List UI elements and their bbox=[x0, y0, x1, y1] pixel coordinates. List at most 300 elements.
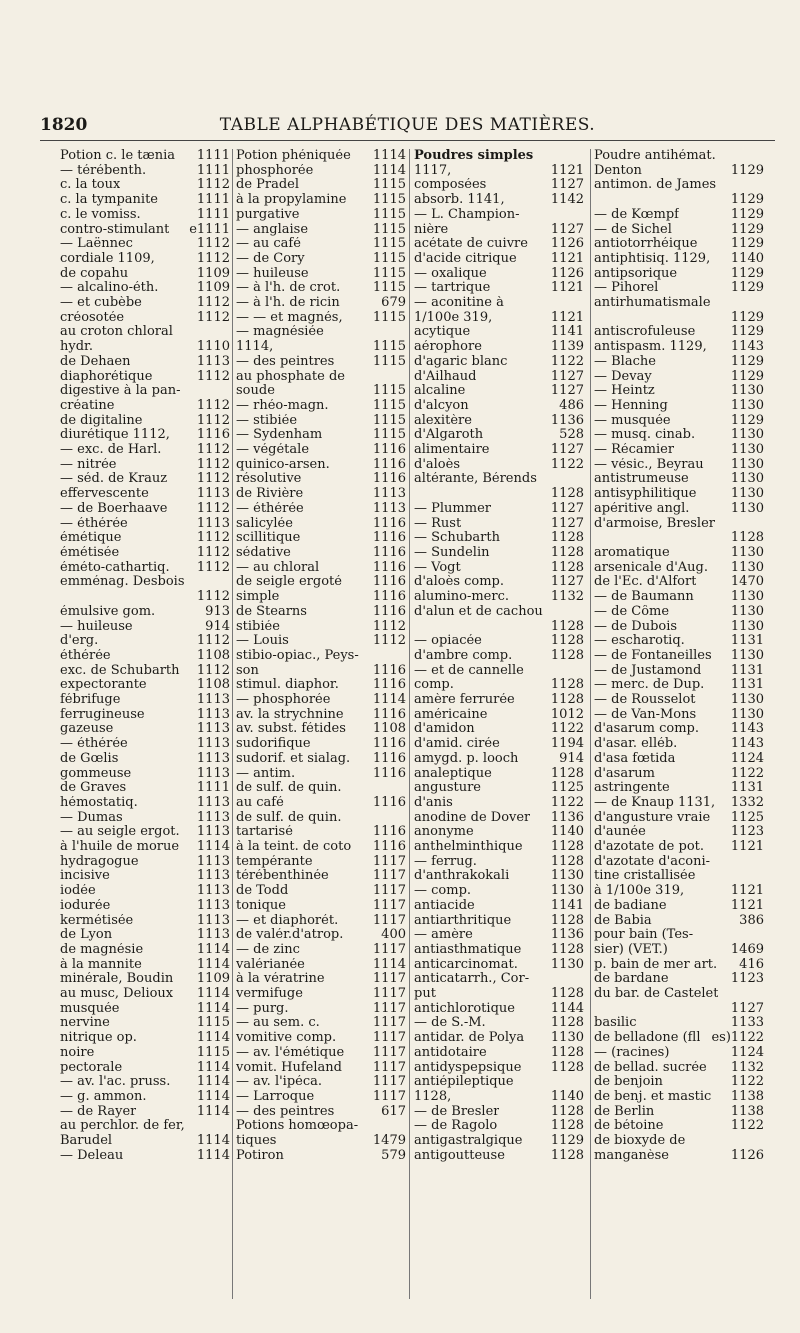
index-entry bbox=[414, 355, 584, 370]
index-entry bbox=[60, 296, 230, 311]
index-entry bbox=[60, 443, 230, 458]
index-entry bbox=[236, 149, 406, 164]
entry-term: — (racines) bbox=[594, 1045, 670, 1060]
index-entry bbox=[414, 884, 584, 899]
entry-page-ref: 1115 bbox=[372, 397, 406, 413]
index-entry bbox=[236, 443, 406, 458]
index-entry bbox=[60, 869, 230, 884]
entry-page-ref: 1113 bbox=[196, 721, 230, 737]
entry-term: — nitrée bbox=[60, 457, 117, 472]
index-entry bbox=[594, 487, 764, 502]
entry-page-ref: 1128 bbox=[550, 618, 584, 634]
index-entry bbox=[594, 149, 764, 164]
entry-term: — Blache bbox=[594, 354, 656, 369]
entry-page-ref bbox=[403, 649, 406, 664]
entry-page-ref: 1116 bbox=[372, 677, 406, 693]
entry-page-ref: 1117 bbox=[372, 1059, 406, 1075]
index-entry bbox=[414, 781, 584, 796]
entry-page-ref: 1113 bbox=[196, 897, 230, 913]
entry-page-ref bbox=[761, 1134, 764, 1149]
entry-term: au musc, Delioux bbox=[60, 987, 174, 1002]
entry-page-ref: 1130 bbox=[550, 956, 584, 972]
index-entry bbox=[236, 958, 406, 973]
entry-page-ref: 1113 bbox=[196, 706, 230, 722]
index-entry bbox=[594, 223, 764, 238]
index-entry bbox=[60, 767, 230, 782]
entry-page-ref: 1128 bbox=[550, 912, 584, 928]
entry-page-ref: 1129 bbox=[730, 280, 764, 296]
entry-term: antiarthritique bbox=[414, 913, 512, 928]
index-entry bbox=[60, 311, 230, 326]
entry-term: digestive à la pan- bbox=[60, 384, 181, 399]
entry-term: p. bain de mer art. bbox=[594, 957, 718, 972]
entry-term: antichlorotique bbox=[414, 1001, 515, 1016]
entry-page-ref: 1121 bbox=[550, 280, 584, 296]
entry-page-ref: 1113 bbox=[372, 500, 406, 516]
index-entry bbox=[414, 840, 584, 855]
entry-term: — antim. bbox=[236, 766, 296, 781]
entry-term: musquée bbox=[60, 1001, 120, 1016]
entry-page-ref: 1130 bbox=[730, 442, 764, 458]
entry-term: — musquée bbox=[594, 413, 671, 428]
entry-term: — Louis bbox=[236, 634, 289, 649]
entry-term: antiphtisiq. 1129, bbox=[594, 251, 711, 266]
index-entry bbox=[594, 384, 764, 399]
index-entry bbox=[594, 340, 764, 355]
entry-term: contro-stimulant bbox=[60, 222, 170, 237]
entry-page-ref: 1112 bbox=[196, 442, 230, 458]
entry-page-ref: 1114 bbox=[372, 148, 406, 163]
entry-page-ref: 1121 bbox=[550, 162, 584, 178]
index-entry bbox=[414, 1149, 584, 1164]
entry-page-ref: 1130 bbox=[730, 692, 764, 708]
index-entry bbox=[236, 884, 406, 899]
index-entry bbox=[236, 1119, 406, 1134]
entry-term: Potions homœopa- bbox=[236, 1119, 359, 1134]
entry-term: au phosphate de bbox=[236, 369, 345, 384]
entry-term: pectorale bbox=[60, 1060, 123, 1075]
entry-term: d'Ailhaud bbox=[414, 369, 477, 384]
entry-page-ref: 1130 bbox=[550, 868, 584, 884]
entry-page-ref: 679 bbox=[381, 295, 406, 311]
entry-term: comp. bbox=[414, 678, 454, 693]
index-entry bbox=[594, 1149, 764, 1164]
index-entry bbox=[236, 458, 406, 473]
entry-term: — au chloral bbox=[236, 560, 320, 575]
entry-term: — à l'h. de crot. bbox=[236, 281, 341, 296]
entry-page-ref: 1113 bbox=[196, 765, 230, 781]
entry-term: scillitique bbox=[236, 531, 301, 546]
entry-page-ref: 1130 bbox=[550, 883, 584, 899]
entry-page-ref bbox=[227, 1119, 230, 1134]
index-entry bbox=[594, 1002, 764, 1017]
index-entry bbox=[594, 237, 764, 252]
entry-term: minérale, Boudin bbox=[60, 972, 174, 987]
entry-term: salicylée bbox=[236, 516, 293, 531]
index-entry bbox=[594, 296, 764, 311]
entry-page-ref: 617 bbox=[381, 1103, 406, 1119]
entry-page-ref: 1131 bbox=[730, 633, 764, 649]
index-entry bbox=[594, 575, 764, 590]
index-entry bbox=[60, 208, 230, 223]
entry-term: d'aunée bbox=[594, 825, 646, 840]
entry-term: émétique bbox=[60, 531, 122, 546]
index-entry bbox=[236, 1075, 406, 1090]
index-entry bbox=[236, 1002, 406, 1017]
entry-term: d'ambre comp. bbox=[414, 648, 513, 663]
index-entry bbox=[60, 781, 230, 796]
entry-term: soude bbox=[236, 384, 275, 399]
index-entry bbox=[60, 458, 230, 473]
entry-term: — de Justamond bbox=[594, 663, 702, 678]
entry-page-ref: es)1122 bbox=[711, 1030, 764, 1046]
index-entry bbox=[414, 899, 584, 914]
entry-term: de l'Ec. d'Alfort bbox=[594, 575, 697, 590]
entry-page-ref: 1112 bbox=[196, 309, 230, 325]
entry-term: d'anis bbox=[414, 795, 453, 810]
entry-term: noire bbox=[60, 1045, 95, 1060]
index-entry bbox=[60, 325, 230, 340]
entry-term: d'asa fœtida bbox=[594, 751, 676, 766]
entry-term: — de Ragolo bbox=[414, 1119, 498, 1134]
index-entry bbox=[60, 267, 230, 282]
index-entry bbox=[236, 370, 406, 385]
index-entry bbox=[236, 575, 406, 590]
entry-page-ref: 1122 bbox=[730, 1118, 764, 1134]
entry-term: diaphorétique bbox=[60, 369, 153, 384]
entry-term: — de Côme bbox=[594, 604, 670, 619]
running-title: TABLE ALPHABÉTIQUE DES MATIÈRES. bbox=[219, 115, 596, 135]
entry-term: — de Fontaneilles bbox=[594, 648, 712, 663]
entry-page-ref: 1112 bbox=[196, 500, 230, 516]
index-entry bbox=[60, 928, 230, 943]
entry-page-ref: 1129 bbox=[730, 162, 764, 178]
entry-page-ref: 1140 bbox=[550, 1089, 584, 1104]
entry-page-ref bbox=[761, 855, 764, 870]
index-entry bbox=[60, 1105, 230, 1120]
entry-page-ref bbox=[581, 472, 584, 487]
index-entry bbox=[594, 752, 764, 767]
entry-page-ref: 1113 bbox=[196, 794, 230, 810]
entry-page-ref: 1131 bbox=[730, 780, 764, 796]
entry-page-ref: 1116 bbox=[372, 589, 406, 605]
index-entry bbox=[60, 1149, 230, 1164]
index-entry bbox=[414, 722, 584, 737]
entry-page-ref: 1114 bbox=[196, 941, 230, 957]
index-entry bbox=[594, 164, 764, 179]
entry-term: hydragogue bbox=[60, 854, 139, 869]
entry-term: de benjoin bbox=[594, 1075, 663, 1090]
index-entry bbox=[60, 811, 230, 826]
entry-page-ref bbox=[403, 811, 406, 826]
entry-page-ref: 1479 bbox=[372, 1133, 406, 1149]
entry-page-ref: 1127 bbox=[730, 1000, 764, 1016]
entry-page-ref: 1117 bbox=[372, 853, 406, 869]
index-entry bbox=[414, 796, 584, 811]
entry-page-ref: 1143 bbox=[730, 721, 764, 737]
entry-page-ref: 1116 bbox=[372, 544, 406, 560]
index-entry bbox=[594, 546, 764, 561]
index-entry bbox=[236, 869, 406, 884]
index-entry bbox=[414, 311, 584, 326]
entry-page-ref: 1117 bbox=[372, 941, 406, 957]
entry-page-ref: 1114 bbox=[196, 1133, 230, 1149]
entry-page-ref: 1143 bbox=[730, 339, 764, 355]
entry-page-ref: 486 bbox=[559, 397, 584, 413]
entry-page-ref: 1116 bbox=[372, 706, 406, 722]
entry-term: — Sundelin bbox=[414, 545, 490, 560]
index-entry bbox=[236, 164, 406, 179]
index-entry bbox=[594, 355, 764, 370]
entry-term: — de Dubois bbox=[594, 619, 678, 634]
index-entry bbox=[60, 355, 230, 370]
entry-page-ref: 1129 bbox=[730, 192, 764, 208]
index-entry bbox=[414, 737, 584, 752]
index-entry bbox=[594, 840, 764, 855]
entry-term: hydr. bbox=[60, 340, 93, 355]
entry-page-ref: 1130 bbox=[730, 706, 764, 722]
index-entry bbox=[414, 605, 584, 620]
entry-term: acytique bbox=[414, 325, 471, 340]
index-columns bbox=[60, 149, 790, 1299]
entry-term: anticarcinomat. bbox=[414, 957, 518, 972]
entry-term: d'aloès bbox=[414, 457, 460, 472]
entry-term: — opiacée bbox=[414, 634, 482, 649]
entry-term: incisive bbox=[60, 869, 110, 884]
index-entry bbox=[414, 1105, 584, 1120]
entry-page-ref: 1112 bbox=[196, 368, 230, 384]
entry-term: sudorifique bbox=[236, 737, 311, 752]
index-entry bbox=[414, 1031, 584, 1046]
entry-term: — Heintz bbox=[594, 384, 655, 399]
entry-page-ref: 1112 bbox=[196, 633, 230, 649]
index-entry bbox=[594, 884, 764, 899]
entry-page-ref: 1144 bbox=[550, 1000, 584, 1016]
entry-term: — séd. de Krauz bbox=[60, 472, 168, 487]
entry-page-ref: 1129 bbox=[730, 353, 764, 369]
entry-term: sier) (VÉT.) bbox=[594, 942, 668, 957]
entry-page-ref bbox=[761, 987, 764, 1002]
entry-page-ref: 1142 bbox=[550, 192, 584, 208]
index-entry bbox=[60, 634, 230, 649]
index-entry bbox=[594, 1075, 764, 1090]
entry-page-ref: 1117 bbox=[372, 986, 406, 1002]
index-entry bbox=[594, 987, 764, 1002]
index-entry bbox=[594, 281, 764, 296]
index-entry bbox=[414, 443, 584, 458]
entry-term: angusture bbox=[414, 781, 481, 796]
entry-term: tempérante bbox=[236, 854, 313, 869]
index-entry bbox=[60, 605, 230, 620]
entry-page-ref: 1116 bbox=[372, 603, 406, 619]
entry-page-ref: 1114 bbox=[372, 692, 406, 708]
index-entry bbox=[236, 399, 406, 414]
entry-page-ref: 1012 bbox=[550, 706, 584, 722]
entry-term: gazeuse bbox=[60, 722, 114, 737]
entry-term: amygd. p. looch bbox=[414, 751, 519, 766]
index-entry bbox=[60, 164, 230, 179]
entry-term: — des peintres bbox=[236, 1104, 335, 1119]
index-entry bbox=[594, 811, 764, 826]
entry-page-ref: 1112 bbox=[196, 177, 230, 193]
index-entry bbox=[236, 414, 406, 429]
index-entry bbox=[594, 1016, 764, 1031]
entry-page-ref: 1130 bbox=[730, 383, 764, 399]
entry-page-ref: 1113 bbox=[196, 515, 230, 531]
entry-page-ref: 1121 bbox=[730, 839, 764, 855]
entry-term: — escharotiq. bbox=[594, 634, 685, 649]
index-entry bbox=[414, 531, 584, 546]
entry-term: antipsorique bbox=[594, 266, 678, 281]
index-entry bbox=[414, 1061, 584, 1076]
entry-page-ref bbox=[403, 781, 406, 796]
entry-page-ref: 1114 bbox=[196, 1147, 230, 1163]
entry-term: de digitaline bbox=[60, 413, 143, 428]
index-entry bbox=[60, 884, 230, 899]
entry-page-ref: 1117 bbox=[372, 883, 406, 899]
entry-term: c. le vomiss. bbox=[60, 207, 141, 222]
index-entry bbox=[594, 678, 764, 693]
entry-term: anodine de Dover bbox=[414, 810, 531, 825]
entry-page-ref: 528 bbox=[559, 427, 584, 443]
entry-page-ref: 1129 bbox=[730, 236, 764, 252]
entry-page-ref: 1117 bbox=[372, 1000, 406, 1016]
entry-term: anthelminthique bbox=[414, 840, 523, 855]
entry-page-ref: 1132 bbox=[550, 589, 584, 605]
entry-page-ref: 1130 bbox=[730, 618, 764, 634]
index-entry bbox=[594, 620, 764, 635]
entry-term: antidotaire bbox=[414, 1045, 487, 1060]
entry-term: d'asarum comp. bbox=[594, 722, 700, 737]
index-entry bbox=[414, 546, 584, 561]
index-entry bbox=[60, 193, 230, 208]
index-entry bbox=[414, 296, 584, 311]
index-entry bbox=[60, 1075, 230, 1090]
entry-term: — de S.-M. bbox=[414, 1016, 486, 1031]
entry-page-ref: 1136 bbox=[550, 412, 584, 428]
entry-term: tonique bbox=[236, 898, 286, 913]
index-entry bbox=[414, 634, 584, 649]
entry-page-ref: 1127 bbox=[550, 515, 584, 531]
entry-page-ref: 1117 bbox=[372, 1089, 406, 1104]
index-entry bbox=[60, 502, 230, 517]
entry-page-ref: 1115 bbox=[372, 265, 406, 281]
entry-page-ref: 1112 bbox=[196, 589, 230, 605]
entry-page-ref: 1132 bbox=[730, 1059, 764, 1075]
entry-page-ref: 1130 bbox=[730, 603, 764, 619]
entry-term: emménag. Desbois bbox=[60, 575, 185, 590]
entry-term: éthérée bbox=[60, 648, 111, 663]
index-entry bbox=[236, 767, 406, 782]
entry-term: d'angusture vraie bbox=[594, 810, 711, 825]
entry-term: purgative bbox=[236, 207, 300, 222]
index-entry bbox=[60, 1119, 230, 1134]
entry-page-ref: 1128 bbox=[550, 765, 584, 781]
entry-page-ref: 1112 bbox=[372, 618, 406, 634]
entry-term: — au café bbox=[236, 237, 301, 252]
index-entry bbox=[60, 1090, 230, 1105]
entry-term: de Babia bbox=[594, 913, 652, 928]
entry-page-ref: 1115 bbox=[372, 177, 406, 193]
entry-term: kermétisée bbox=[60, 913, 134, 928]
index-entry bbox=[236, 693, 406, 708]
index-entry bbox=[594, 722, 764, 737]
entry-page-ref: 1116 bbox=[372, 530, 406, 546]
entry-page-ref: 1129 bbox=[730, 206, 764, 222]
entry-page-ref: 1112 bbox=[196, 559, 230, 575]
entry-term: d'azotate de pot. bbox=[594, 840, 704, 855]
index-entry bbox=[236, 1105, 406, 1120]
index-entry bbox=[236, 825, 406, 840]
index-entry bbox=[60, 899, 230, 914]
index-entry bbox=[594, 1061, 764, 1076]
entry-page-ref: 1130 bbox=[730, 456, 764, 472]
index-entry bbox=[236, 384, 406, 399]
entry-page-ref bbox=[581, 605, 584, 620]
entry-term: vermifuge bbox=[236, 987, 303, 1002]
entry-page-ref: 386 bbox=[739, 912, 764, 928]
entry-page-ref: 1115 bbox=[372, 236, 406, 252]
entry-term: d'azotate d'aconi- bbox=[594, 854, 711, 869]
index-entry bbox=[60, 414, 230, 429]
entry-page-ref: 1116 bbox=[372, 824, 406, 840]
entry-term: — de Sichel bbox=[594, 222, 672, 237]
entry-page-ref: 1469 bbox=[730, 941, 764, 957]
entry-page-ref: 1112 bbox=[196, 471, 230, 487]
index-entry bbox=[236, 502, 406, 517]
entry-term: — végétale bbox=[236, 443, 310, 458]
entry-page-ref: 1121 bbox=[550, 250, 584, 266]
page-header bbox=[40, 115, 775, 139]
index-entry bbox=[594, 208, 764, 223]
entry-page-ref: 1113 bbox=[196, 927, 230, 943]
entry-term: ferrugineuse bbox=[60, 707, 145, 722]
index-entry bbox=[594, 649, 764, 664]
entry-term: au croton chloral bbox=[60, 325, 173, 340]
index-entry bbox=[236, 781, 406, 796]
entry-page-ref bbox=[761, 928, 764, 943]
entry-page-ref: 914 bbox=[205, 618, 230, 634]
entry-page-ref: 1115 bbox=[372, 280, 406, 296]
entry-page-ref: 1113 bbox=[196, 486, 230, 502]
entry-term: de belladone (fll bbox=[594, 1031, 701, 1046]
index-entry bbox=[594, 325, 764, 340]
entry-term: put bbox=[414, 987, 436, 1002]
entry-term: 1114, bbox=[236, 340, 274, 355]
entry-page-ref: 1141 bbox=[550, 324, 584, 340]
entry-term: — Larroque bbox=[236, 1090, 315, 1104]
entry-term: d'asar. elléb. bbox=[594, 737, 678, 752]
entry-page-ref: 1130 bbox=[730, 647, 764, 663]
entry-term: pour bain (Tes- bbox=[594, 928, 694, 943]
entry-term: alimentaire bbox=[414, 443, 490, 458]
column-divider bbox=[409, 149, 410, 1299]
index-entry bbox=[414, 502, 584, 517]
entry-term: d'amidon bbox=[414, 722, 475, 737]
index-entry bbox=[236, 840, 406, 855]
index-entry bbox=[594, 634, 764, 649]
entry-term: d'amid. cirée bbox=[414, 737, 500, 752]
entry-page-ref: 1115 bbox=[372, 192, 406, 208]
entry-page-ref: 1116 bbox=[372, 750, 406, 766]
entry-term: — de Cory bbox=[236, 251, 305, 266]
index-entry bbox=[414, 252, 584, 267]
index-entry bbox=[60, 531, 230, 546]
entry-page-ref: 1128 bbox=[550, 486, 584, 502]
index-entry bbox=[414, 458, 584, 473]
entry-page-ref: 1122 bbox=[550, 353, 584, 369]
entry-page-ref: 914 bbox=[559, 750, 584, 766]
